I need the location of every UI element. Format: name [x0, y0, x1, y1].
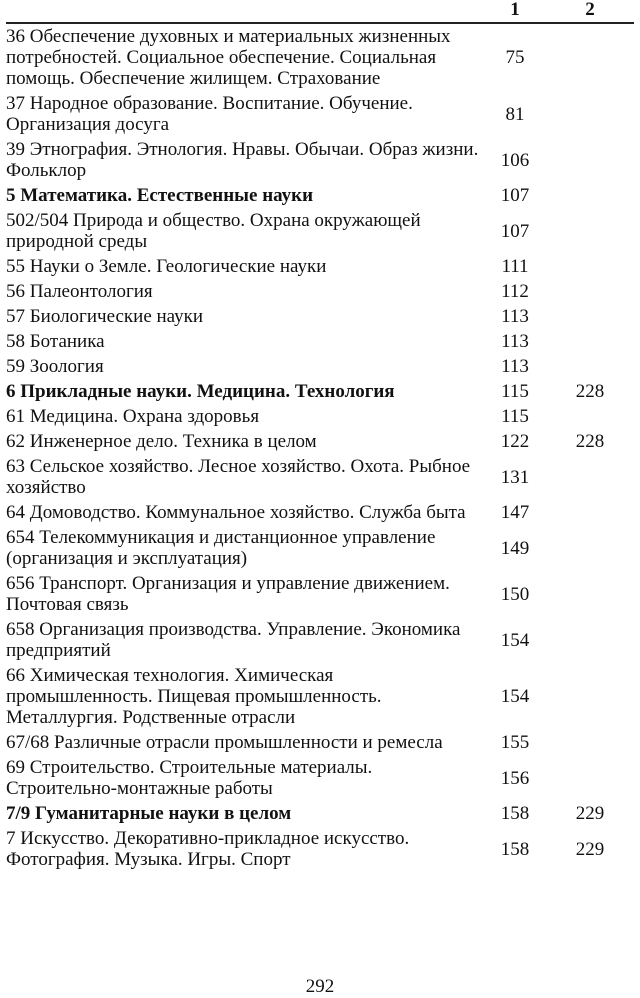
- row-page-col1: 115: [501, 381, 529, 402]
- table-header: [6, 0, 634, 23]
- header-col2: 2: [546, 0, 634, 23]
- row-title: 656 Транспорт. Организация и управление движением. Почтовая связь: [6, 573, 450, 615]
- row-page-col2: [546, 617, 634, 663]
- row-page-col1: 107: [500, 220, 530, 242]
- row-page-col1: 106: [500, 149, 530, 171]
- row-title: 55 Науки о Земле. Геологические науки: [6, 256, 327, 277]
- table-row: [6, 663, 634, 730]
- table-row: [6, 329, 634, 354]
- table-row: [6, 379, 634, 404]
- table-row: [6, 826, 634, 872]
- index-table: [6, 0, 634, 872]
- table-row: [6, 454, 634, 500]
- row-page-col1: 149: [500, 537, 530, 559]
- row-title: 64 Домоводство. Коммунальное хозяйство. Служба быта: [6, 502, 466, 523]
- table-row: [6, 525, 634, 571]
- table-row: [6, 730, 634, 755]
- row-page-col1: 115: [501, 406, 529, 427]
- row-page-col2: 228: [575, 431, 605, 452]
- row-page-col2: [546, 304, 634, 329]
- row-page-col1: 131: [500, 466, 530, 488]
- row-title: 57 Биологические науки: [6, 306, 204, 327]
- table-row: [6, 801, 634, 826]
- row-page-col2: [546, 454, 634, 500]
- row-title: 63 Сельское хозяйство. Лесное хозяйство. Охота. Рыбное хозяйство: [6, 456, 471, 498]
- row-title: 67/68 Различные отрасли промышленности и ремесла: [6, 732, 443, 753]
- table-row: [6, 183, 634, 208]
- row-page-col2: [546, 404, 634, 429]
- row-page-col2: [546, 254, 634, 279]
- row-page-col2: [546, 23, 634, 91]
- row-title: 7/9 Гуманитарные науки в целом: [6, 803, 292, 824]
- row-page-col2: [546, 663, 634, 730]
- row-page-col1: 150: [500, 583, 530, 605]
- row-title: 58 Ботаника: [6, 331, 105, 352]
- table-row: [6, 500, 634, 525]
- row-page-col1: 113: [501, 306, 529, 327]
- row-title: 5 Математика. Естественные науки: [6, 185, 314, 206]
- header-blank: [6, 0, 484, 23]
- row-title: 502/504 Природа и общество. Охрана окружающей природной среды: [6, 210, 421, 252]
- row-page-col2: [546, 730, 634, 755]
- table-row: [6, 617, 634, 663]
- row-page-col2: [546, 755, 634, 801]
- row-title: 61 Медицина. Охрана здоровья: [6, 406, 260, 427]
- row-page-col2: 229: [575, 838, 605, 860]
- row-page-col1: 113: [501, 356, 529, 377]
- row-page-col1: 158: [500, 803, 530, 824]
- row-page-col1: 112: [501, 281, 529, 302]
- row-page-col1: 107: [500, 185, 530, 206]
- row-title: 7 Искусство. Декоративно-прикладное искусство. Фотография. Музыка. Игры. Спорт: [6, 828, 410, 870]
- table-row: [6, 755, 634, 801]
- table-row: [6, 571, 634, 617]
- table-row: [6, 23, 634, 91]
- table-row: [6, 429, 634, 454]
- row-page-col1: 158: [500, 838, 530, 860]
- row-title: 654 Телекоммуникация и дистанционное управление (организация и эксплуатация): [6, 527, 436, 569]
- table-row: [6, 91, 634, 137]
- row-page-col2: [546, 500, 634, 525]
- row-page-col2: [546, 329, 634, 354]
- row-page-col2: [546, 183, 634, 208]
- row-page-col2: [546, 571, 634, 617]
- table-row: [6, 254, 634, 279]
- header-col1: 1: [484, 0, 546, 23]
- row-page-col1: 156: [500, 767, 530, 789]
- row-page-col2: [546, 208, 634, 254]
- table-row: [6, 137, 634, 183]
- row-title: 36 Обеспечение духовных и материальных жизненных потребностей. Социальное обеспечение. Социальная помощь. Обеспечение жилищем. Страхование: [6, 26, 451, 89]
- row-page-col1: 122: [500, 431, 530, 452]
- table-body: [6, 23, 634, 872]
- row-page-col2: [546, 354, 634, 379]
- page-number: 292: [305, 976, 335, 997]
- row-title: 66 Химическая технология. Химическая промышленность. Пищевая промышленность. Металлургия. Родственные отрасли: [6, 665, 382, 728]
- row-title: 6 Прикладные науки. Медицина. Технология: [6, 381, 395, 402]
- table-row: [6, 208, 634, 254]
- row-page-col2: [546, 279, 634, 304]
- row-page-col1: 75: [505, 47, 525, 68]
- row-page-col2: 229: [575, 803, 605, 824]
- row-title: 59 Зоология: [6, 356, 104, 377]
- row-page-col1: 155: [500, 732, 530, 753]
- row-title: 658 Организация производства. Управление. Экономика предприятий: [6, 619, 461, 661]
- row-page-col2: [546, 137, 634, 183]
- row-page-col1: 111: [501, 256, 529, 277]
- row-title: 37 Народное образование. Воспитание. Обучение. Организация досуга: [6, 93, 413, 135]
- row-page-col2: 228: [575, 381, 605, 402]
- row-page-col1: 147: [500, 502, 530, 523]
- row-page-col2: [546, 525, 634, 571]
- row-title: 39 Этнография. Этнология. Нравы. Обычаи. Образ жизни. Фольклор: [6, 139, 479, 181]
- row-page-col2: [546, 91, 634, 137]
- table-row: [6, 279, 634, 304]
- row-title: 62 Инженерное дело. Техника в целом: [6, 431, 317, 452]
- row-page-col1: 81: [505, 103, 525, 125]
- row-page-col1: 154: [500, 629, 530, 651]
- table-row: [6, 404, 634, 429]
- row-title: 69 Строительство. Строительные материалы. Строительно-монтажные работы: [6, 757, 373, 799]
- table-row: [6, 354, 634, 379]
- table-row: [6, 304, 634, 329]
- row-page-col1: 113: [501, 331, 529, 352]
- row-title: 56 Палеонтология: [6, 281, 153, 302]
- row-page-col1: 154: [500, 686, 530, 707]
